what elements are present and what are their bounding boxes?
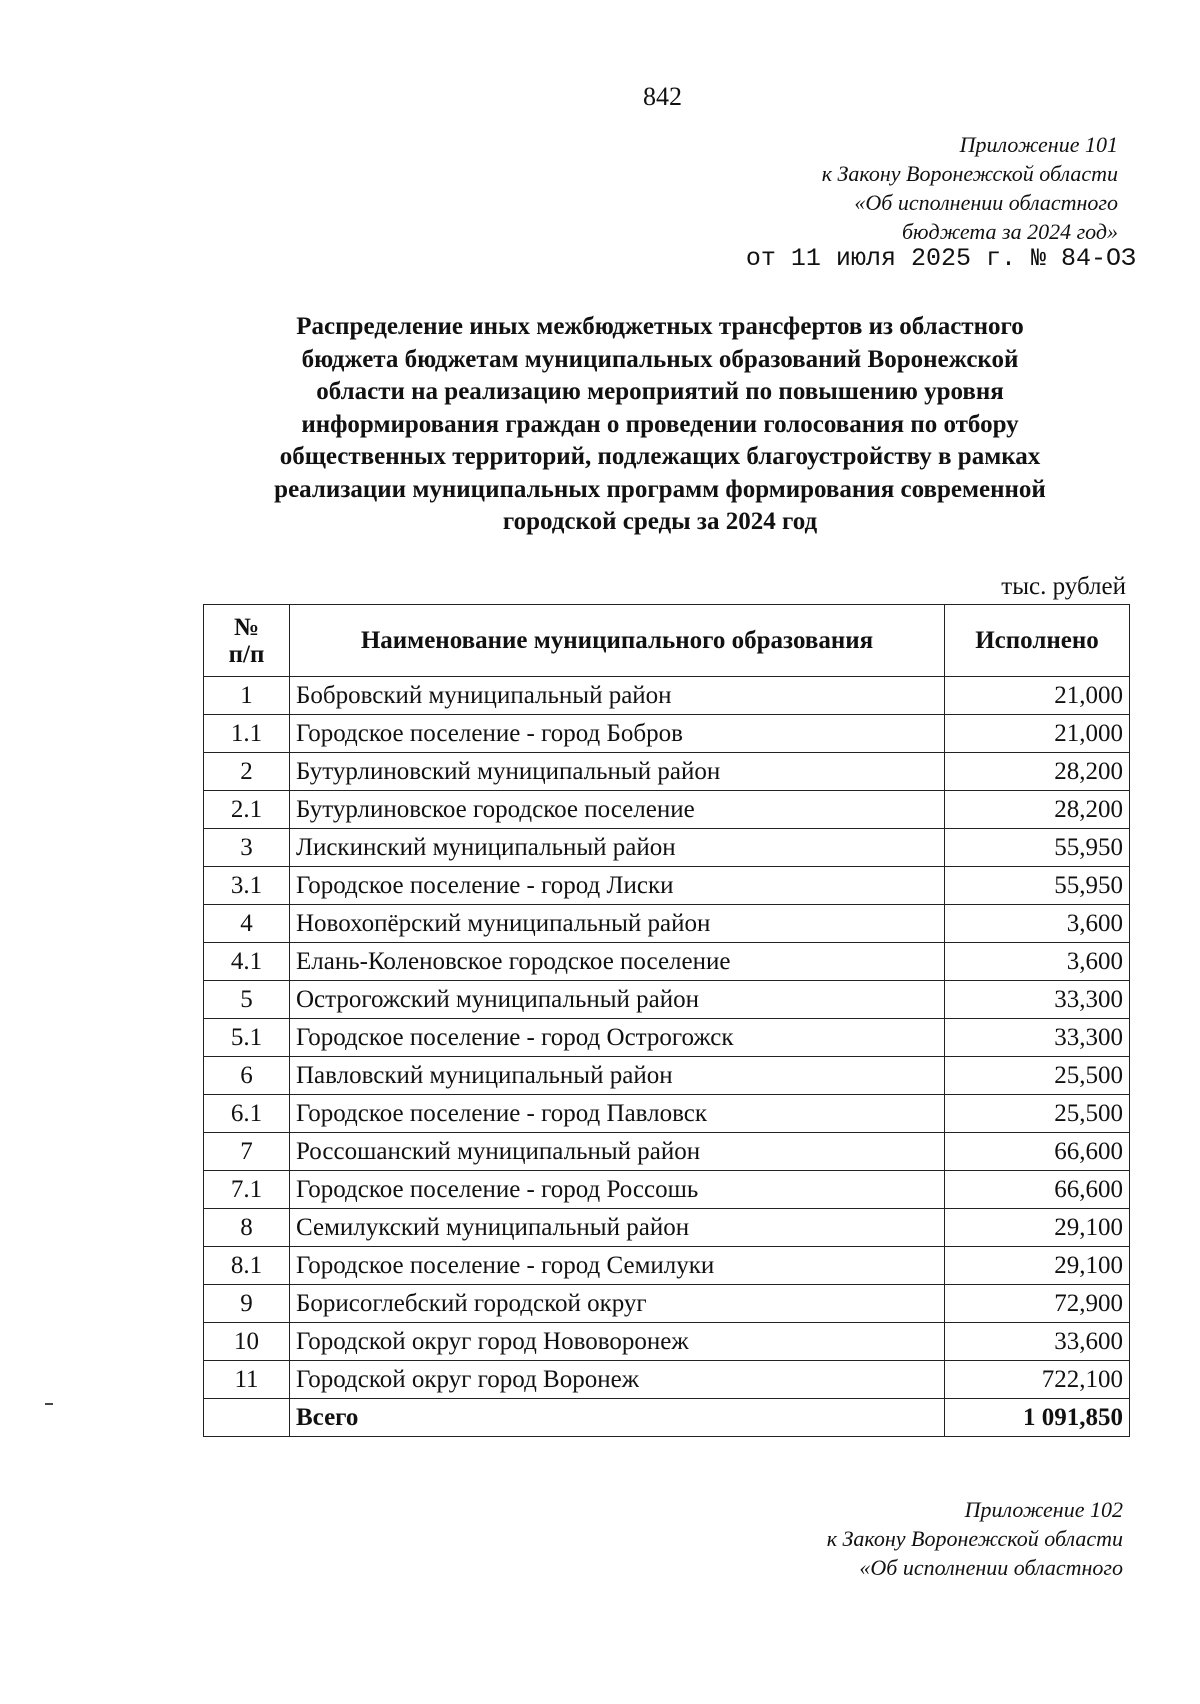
appendix-line: «Об исполнении областного — [859, 1555, 1123, 1580]
law-date-line: от 11 июля 2025 г. № 84-ОЗ — [745, 244, 1136, 273]
row-name: Городской округ город Воронеж — [290, 1361, 945, 1399]
table-header-row — [204, 605, 1130, 677]
transfers-table — [203, 604, 1130, 1437]
row-value: 55,950 — [945, 867, 1130, 905]
row-name: Елань-Коленовское городское поселение — [290, 943, 945, 981]
row-number: 2 — [204, 753, 290, 791]
row-name: Бутурлиновское городское поселение — [290, 791, 945, 829]
table-row — [204, 753, 1130, 791]
table-row — [204, 1323, 1130, 1361]
row-name: Лискинский муниципальный район — [290, 829, 945, 867]
row-number: 9 — [204, 1285, 290, 1323]
table-row — [204, 1171, 1130, 1209]
row-number: 8.1 — [204, 1247, 290, 1285]
units-label: тыс. рублей — [1001, 573, 1126, 600]
title-line: общественных территорий, подлежащих благоустройству в рамках — [279, 443, 1041, 470]
appendix-line: к Закону Воронежской области — [826, 1526, 1123, 1551]
row-name: Городской округ город Нововоронеж — [290, 1323, 945, 1361]
row-number: 6 — [204, 1057, 290, 1095]
row-number: 1.1 — [204, 715, 290, 753]
appendix-line: бюджета за 2024 год» — [901, 219, 1118, 244]
table-row — [204, 1057, 1130, 1095]
appendix-102-block — [827, 1495, 1123, 1582]
row-value: 55,950 — [945, 829, 1130, 867]
row-number: 6.1 — [204, 1095, 290, 1133]
row-number: 4.1 — [204, 943, 290, 981]
header-value: Исполнено — [945, 605, 1130, 677]
row-number: 5.1 — [204, 1019, 290, 1057]
row-value: 25,500 — [945, 1095, 1130, 1133]
row-name: Бобровский муниципальный район — [290, 677, 945, 715]
header-number-line1: № — [233, 613, 260, 641]
appendix-line: Приложение 101 — [959, 132, 1118, 157]
row-number: 10 — [204, 1323, 290, 1361]
row-name: Городское поселение - город Лиски — [290, 867, 945, 905]
table-row — [204, 1019, 1130, 1057]
title-line: городской среды за 2024 год — [502, 508, 818, 535]
total-label: Всего — [290, 1399, 945, 1437]
title-line: области на реализацию мероприятий по повышению уровня — [316, 378, 1004, 405]
row-name: Острогожский муниципальный район — [290, 981, 945, 1019]
table-row — [204, 791, 1130, 829]
table-row — [204, 905, 1130, 943]
page-number: 842 — [643, 82, 682, 111]
title-line: бюджета бюджетам муниципальных образований Воронежской — [301, 345, 1019, 373]
row-value: 28,200 — [945, 791, 1130, 829]
title-line: реализации муниципальных программ формирования современной — [274, 475, 1046, 503]
table-row — [204, 1285, 1130, 1323]
row-name: Городское поселение - город Бобров — [290, 715, 945, 753]
table-row — [204, 715, 1130, 753]
row-value: 28,200 — [945, 753, 1130, 791]
row-name: Городское поселение - город Павловск — [290, 1095, 945, 1133]
row-value: 33,600 — [945, 1323, 1130, 1361]
table-row — [204, 943, 1130, 981]
table-row — [204, 1361, 1130, 1399]
row-number: 8 — [204, 1209, 290, 1247]
row-number: 4 — [204, 905, 290, 943]
row-value: 33,300 — [945, 981, 1130, 1019]
appendix-line: Приложение 102 — [964, 1497, 1123, 1522]
table-row — [204, 1095, 1130, 1133]
appendix-line: «Об исполнении областного — [854, 190, 1118, 215]
row-number: 7.1 — [204, 1171, 290, 1209]
table-row — [204, 829, 1130, 867]
row-name: Городское поселение - город Россошь — [290, 1171, 945, 1209]
row-name: Городское поселение - город Острогожск — [290, 1019, 945, 1057]
margin-mark — [45, 1403, 53, 1405]
row-value: 21,000 — [945, 677, 1130, 715]
row-number: 3.1 — [204, 867, 290, 905]
row-value: 21,000 — [945, 715, 1130, 753]
row-value: 72,900 — [945, 1285, 1130, 1323]
row-value: 25,500 — [945, 1057, 1130, 1095]
row-name: Городское поселение - город Семилуки — [290, 1247, 945, 1285]
row-value: 66,600 — [945, 1133, 1130, 1171]
table-row — [204, 1209, 1130, 1247]
appendix-101-block — [822, 130, 1118, 246]
row-value: 66,600 — [945, 1171, 1130, 1209]
row-name: Бутурлиновский муниципальный район — [290, 753, 945, 791]
table-row — [204, 867, 1130, 905]
row-value: 33,300 — [945, 1019, 1130, 1057]
header-name: Наименование муниципального образования — [290, 605, 945, 677]
row-name: Павловский муниципальный район — [290, 1057, 945, 1095]
row-value: 29,100 — [945, 1247, 1130, 1285]
header-number-line2: п/п — [228, 640, 265, 668]
row-value: 722,100 — [945, 1361, 1130, 1399]
row-name: Новохопёрский муниципальный район — [290, 905, 945, 943]
row-value: 3,600 — [945, 905, 1130, 943]
row-name: Россошанский муниципальный район — [290, 1133, 945, 1171]
table-row — [204, 1133, 1130, 1171]
appendix-line: к Закону Воронежской области — [821, 161, 1118, 186]
row-name: Борисоглебский городской округ — [290, 1285, 945, 1323]
header-number — [204, 605, 290, 677]
row-value: 29,100 — [945, 1209, 1130, 1247]
table-row — [204, 981, 1130, 1019]
row-number: 2.1 — [204, 791, 290, 829]
row-number: 1 — [204, 677, 290, 715]
table-row — [204, 1247, 1130, 1285]
total-row — [204, 1399, 1130, 1437]
total-empty-cell — [204, 1399, 290, 1437]
row-number: 3 — [204, 829, 290, 867]
total-value: 1 091,850 — [945, 1399, 1130, 1437]
row-number: 5 — [204, 981, 290, 1019]
table-row — [204, 677, 1130, 715]
table-body — [204, 677, 1130, 1437]
row-number: 7 — [204, 1133, 290, 1171]
title-line: Распределение иных межбюджетных трансфертов из областного — [296, 313, 1024, 340]
title-line: информирования граждан о проведении голосования по отбору — [301, 410, 1019, 438]
row-name: Семилукский муниципальный район — [290, 1209, 945, 1247]
row-number: 11 — [204, 1361, 290, 1399]
document-title — [200, 311, 1120, 539]
row-value: 3,600 — [945, 943, 1130, 981]
